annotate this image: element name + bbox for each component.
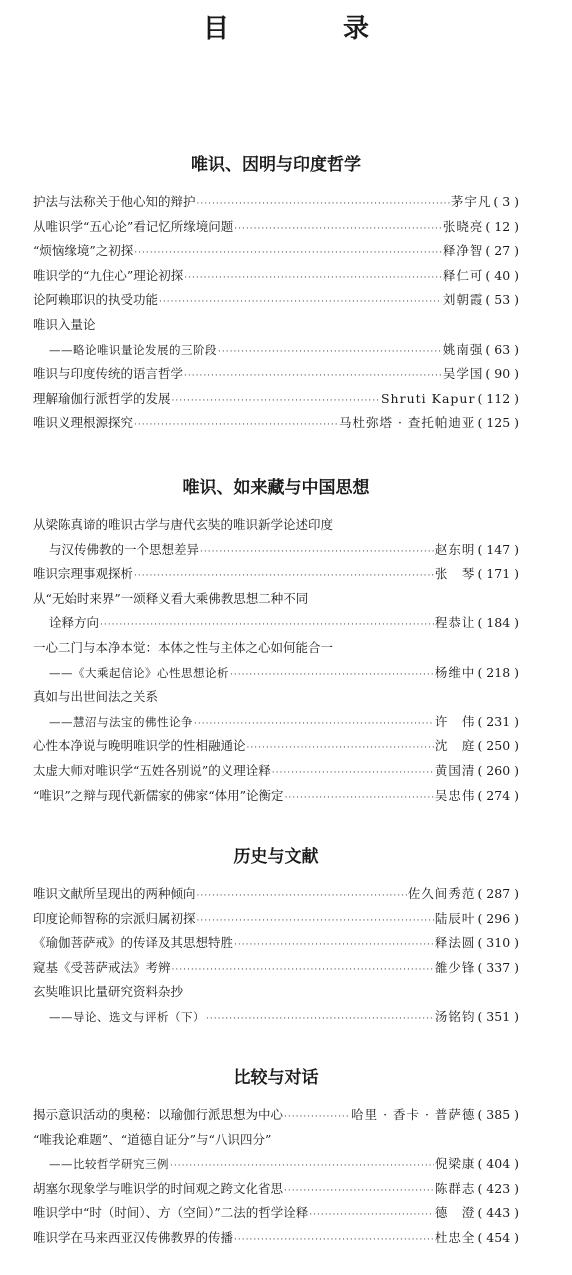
dot-leader: [159, 290, 442, 315]
entry-title-line: [33, 587, 519, 612]
entry-author: 德 澄: [434, 1205, 476, 1221]
dot-leader: [284, 1105, 350, 1130]
entry-title: 真如与出世间法之关系: [33, 689, 159, 705]
entry-title: 护法与法称关于他心知的辩护: [33, 194, 196, 209]
entry-author: 马杜弥塔 · 查托帕迪亚: [339, 415, 476, 431]
entry-title: 唯识学在马来西亚汉传佛教界的传播: [33, 1229, 234, 1245]
dot-leader: [172, 958, 434, 983]
entry-title: 胡塞尔现象学与唯识学的时间观之跨文化省思: [33, 1180, 284, 1196]
entry-author: 雒少锋: [434, 959, 476, 975]
toc-entry[interactable]: [33, 956, 519, 981]
entry-page-number: ( 250 ): [477, 738, 519, 754]
page-title: 目 录: [202, 14, 413, 44]
entry-title: ——比较哲学研究三例: [49, 1157, 169, 1172]
entry-author: 赵东明: [434, 541, 476, 557]
entry-title: 唯识与印度传统的语言哲学: [33, 366, 184, 382]
entry-page-number: ( 40 ): [485, 267, 519, 283]
entry-title: 玄奘唯识比量研究资料杂抄: [33, 984, 184, 1000]
toc-entry[interactable]: [33, 980, 519, 1029]
entry-title-line: [33, 784, 519, 809]
entry-page-number: ( 90 ): [485, 366, 519, 382]
entry-title-line: [33, 264, 519, 289]
entry-page-number: ( 27 ): [485, 243, 519, 259]
entry-page-number: ( 404 ): [477, 1156, 519, 1172]
entry-author: 张晓亮: [442, 218, 484, 234]
dot-leader: [230, 663, 434, 688]
dot-leader: [197, 884, 407, 909]
dot-leader: [234, 933, 434, 958]
entry-title: 窥基《受菩萨戒法》考辨: [33, 959, 171, 975]
entry-title: 唯识义理根源探究: [33, 415, 134, 431]
entry-title-line: [33, 907, 519, 932]
entry-subtitle-line: [33, 1005, 519, 1030]
entry-page-number: ( 454 ): [477, 1229, 519, 1245]
toc-entry[interactable]: [33, 759, 519, 784]
entry-page-number: ( 171 ): [477, 566, 519, 582]
toc-entry[interactable]: [33, 882, 519, 907]
dot-leader: [134, 564, 434, 589]
entry-title: “烦恼缘境”之初探: [33, 243, 134, 259]
entry-title: 从梁陈真谛的唯识古学与唐代玄奘的唯识新学论述印度: [33, 517, 334, 532]
entry-title-line: [33, 956, 519, 981]
entry-author: 吴忠伟: [434, 787, 476, 803]
entry-title: 唯识学的“九住心”理论初探: [33, 267, 184, 283]
entry-page-number: ( 112 ): [477, 390, 519, 406]
entry-page-number: ( 287 ): [477, 886, 519, 901]
entry-title-line: [33, 1128, 519, 1153]
entry-title: 理解瑜伽行派哲学的发展: [33, 390, 171, 406]
entry-author: 刘朝霞: [442, 292, 484, 308]
entry-title-line: [33, 759, 519, 784]
dot-leader: [100, 613, 434, 638]
dot-leader: [184, 266, 442, 291]
entry-page-number: ( 337 ): [477, 959, 519, 975]
entry-subtitle-line: [33, 710, 519, 735]
dot-leader: [285, 786, 434, 811]
entry-title-line: [33, 513, 519, 538]
toc-entry[interactable]: [33, 1226, 519, 1251]
toc-entry[interactable]: [33, 313, 519, 362]
entry-title-line: [33, 1103, 519, 1128]
entry-title-line: [33, 1201, 519, 1226]
entry-title: 心性本净说与晚明唯识学的性相融通论: [33, 738, 246, 754]
entry-title: “唯识”之辩与现代新儒家的佛家“体用”论衡定: [33, 787, 284, 803]
entry-title: 与汉传佛教的一个思想差异: [49, 541, 200, 557]
entry-title: “唯我论难题”、“道德自证分”与“八识四分”: [33, 1131, 272, 1147]
toc-entry[interactable]: [33, 411, 519, 436]
entry-subtitle-line: [33, 338, 519, 363]
entry-author: 姚南强: [442, 341, 484, 357]
entry-title: 揭示意识活动的奥秘：以瑜伽行派思想为中心: [33, 1107, 284, 1122]
entry-author: 吴学国: [442, 366, 484, 382]
toc-entry[interactable]: [33, 1177, 519, 1202]
entry-author: 释仁可: [442, 267, 484, 283]
entry-title: 《瑜伽菩萨戒》的传译及其思想特胜: [33, 935, 234, 951]
entry-page-number: ( 231 ): [477, 713, 519, 729]
section-heading: 唯识、如来藏与中国思想: [182, 478, 370, 498]
dot-leader: [234, 1228, 434, 1253]
entry-title-line: [33, 636, 519, 661]
dot-leader: [172, 389, 380, 414]
entry-title: 一心二门与本净本觉：本体之性与主体之心如何能合一: [33, 639, 334, 655]
toc-entry[interactable]: [33, 784, 519, 809]
entry-author: 沈 庭: [434, 738, 476, 754]
entry-title: 诠释方向: [49, 615, 100, 631]
dot-leader: [134, 413, 338, 438]
toc-entry[interactable]: [33, 1128, 519, 1177]
entry-title-line: [33, 239, 519, 264]
entry-page-number: ( 385 ): [477, 1107, 519, 1122]
toc-entry[interactable]: [33, 190, 519, 215]
entry-author: 陆辰叶: [434, 910, 476, 926]
entry-title-line: [33, 980, 519, 1005]
entry-author: 黄国清: [434, 762, 476, 778]
entry-page-number: ( 218 ): [477, 664, 519, 680]
entry-author: 佐久间秀范: [407, 886, 476, 901]
toc-entry[interactable]: [33, 215, 519, 240]
toc-section: [33, 842, 519, 1030]
entry-title-line: [33, 190, 519, 215]
entry-page-number: ( 296 ): [477, 910, 519, 926]
entry-author: Shruti Kapur: [380, 390, 476, 406]
entry-title: ——慧沼与法宝的佛性论争: [49, 714, 193, 729]
entry-page-number: ( 351 ): [477, 1008, 519, 1024]
entry-title-line: [33, 931, 519, 956]
section-heading: 比较与对话: [233, 1068, 319, 1088]
entry-title: 从唯识学“五心论”看记忆所缘境问题: [33, 218, 234, 234]
entry-title-line: [33, 734, 519, 759]
dot-leader: [197, 192, 450, 217]
entry-page-number: ( 184 ): [477, 615, 519, 631]
entry-page-number: ( 125 ): [477, 415, 519, 431]
toc-entry[interactable]: [33, 587, 519, 636]
entry-title: 唯识文献所呈现出的两种倾向: [33, 886, 196, 901]
entry-title: 唯识学中“时（时间）、方（空间）”二法的哲学诠释: [33, 1205, 309, 1221]
dot-leader: [197, 909, 434, 934]
entry-author: 茅宇凡: [450, 194, 492, 209]
dot-leader: [218, 340, 442, 365]
toc-entry[interactable]: [33, 931, 519, 956]
entry-author: 汤铭钧: [434, 1008, 476, 1024]
entry-title: 论阿赖耶识的执受功能: [33, 292, 159, 308]
entry-title: ——导论、选文与评析（下）: [49, 1009, 205, 1024]
entry-author: 释净智: [442, 243, 484, 259]
entry-subtitle-line: [33, 1152, 519, 1177]
dot-leader: [234, 217, 442, 242]
entry-title-line: [33, 1226, 519, 1251]
entry-author: 杜忠全: [434, 1229, 476, 1245]
entry-title-line: [33, 562, 519, 587]
entry-author: 许 伟: [434, 713, 476, 729]
entry-page-number: ( 53 ): [485, 292, 519, 308]
dot-leader: [206, 1007, 434, 1032]
section-heading: 唯识、因明与印度哲学: [191, 155, 361, 175]
entry-author: 倪梁康: [434, 1156, 476, 1172]
dot-leader: [184, 364, 442, 389]
entry-page-number: ( 3 ): [493, 194, 519, 209]
entry-author: 程恭让: [434, 615, 476, 631]
dot-leader: [284, 1179, 434, 1204]
toc-entry[interactable]: [33, 288, 519, 313]
entry-page-number: ( 12 ): [485, 218, 519, 234]
entry-title-line: [33, 411, 519, 436]
dot-leader: [272, 761, 434, 786]
entry-title: 太虚大师对唯识学“五姓各别说”的义理诠释: [33, 762, 271, 778]
entry-title-line: [33, 882, 519, 907]
entry-title: ——《大乘起信论》心性思想论析: [49, 665, 229, 680]
entry-title: 唯识入量论: [33, 316, 96, 332]
entry-page-number: ( 274 ): [477, 787, 519, 803]
toc-section: [33, 1063, 519, 1251]
toc-entry[interactable]: [33, 1201, 519, 1226]
section-heading: 历史与文献: [233, 847, 319, 867]
entry-author: 杨维中: [434, 664, 476, 680]
entry-page-number: ( 310 ): [477, 935, 519, 951]
entry-title-line: [33, 685, 519, 710]
entry-title-line: [33, 387, 519, 412]
toc-entry[interactable]: [33, 513, 519, 562]
toc-entry[interactable]: [33, 239, 519, 264]
entry-author: 哈里 · 香卡 · 普萨德: [351, 1107, 476, 1122]
dot-leader: [170, 1154, 434, 1179]
entry-author: 陈群志: [434, 1180, 476, 1196]
entry-page-number: ( 63 ): [485, 341, 519, 357]
entry-page-number: ( 443 ): [477, 1205, 519, 1221]
entry-title-line: [33, 313, 519, 338]
toc-entry[interactable]: [33, 734, 519, 759]
toc-entry[interactable]: [33, 264, 519, 289]
toc-entry[interactable]: [33, 907, 519, 932]
toc-entry[interactable]: [33, 685, 519, 734]
entry-page-number: ( 423 ): [477, 1180, 519, 1196]
entry-page-number: ( 260 ): [477, 762, 519, 778]
entry-subtitle-line: [33, 538, 519, 563]
toc-entry[interactable]: [33, 362, 519, 387]
dot-leader: [200, 540, 434, 565]
entry-author: 释法圆: [434, 935, 476, 951]
entry-subtitle-line: [33, 611, 519, 636]
toc-section: [33, 473, 519, 808]
entry-title: 唯识宗理事观探析: [33, 566, 134, 582]
entry-title: ——略论唯识量论发展的三阶段: [49, 342, 217, 357]
entry-title-line: [33, 288, 519, 313]
dot-leader: [194, 712, 434, 737]
entry-subtitle-line: [33, 661, 519, 686]
toc-section: [33, 150, 519, 436]
toc-entry[interactable]: [33, 636, 519, 685]
toc-entry[interactable]: [33, 562, 519, 587]
dot-leader: [247, 736, 434, 761]
entry-page-number: ( 147 ): [477, 541, 519, 557]
toc-entry[interactable]: [33, 1103, 519, 1128]
dot-leader: [309, 1203, 434, 1228]
toc-entry[interactable]: [33, 387, 519, 412]
entry-title: 印度论师智称的宗派归属初探: [33, 910, 196, 926]
dot-leader: [134, 241, 442, 266]
entry-title-line: [33, 362, 519, 387]
entry-title: 从“无始时来界”一颂释义看大乘佛教思想二种不同: [33, 590, 309, 606]
entry-title-line: [33, 215, 519, 240]
entry-author: 张 琴: [434, 566, 476, 582]
entry-title-line: [33, 1177, 519, 1202]
